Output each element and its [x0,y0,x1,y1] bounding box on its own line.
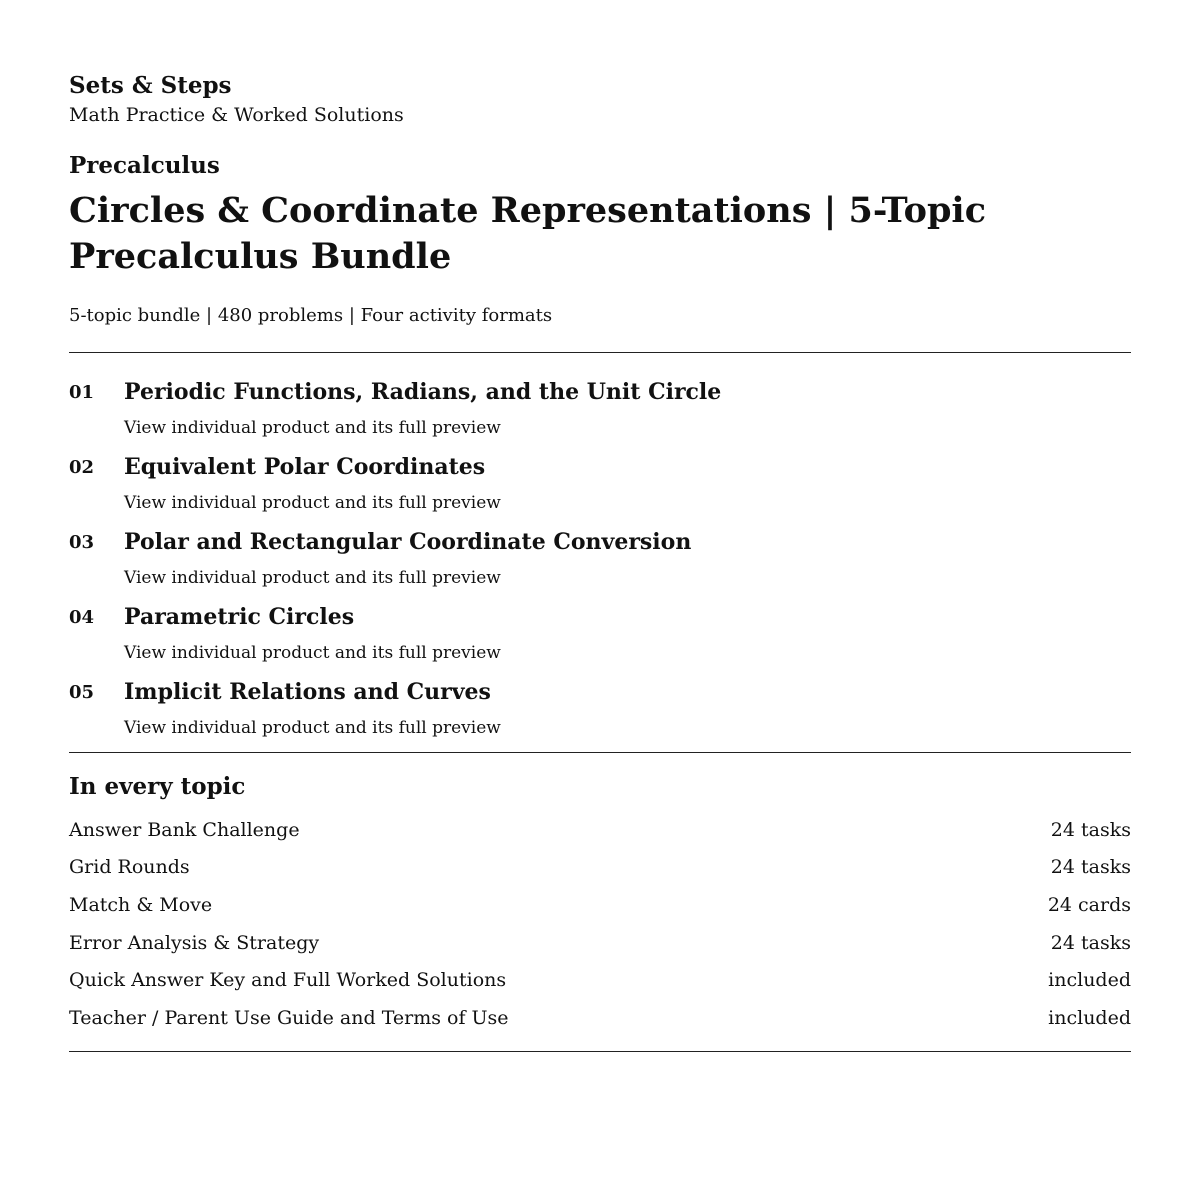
brand-tagline: Math Practice & Worked Solutions [69,104,404,126]
included-item-value: 24 tasks [1050,931,1131,954]
page-title: Circles & Coordinate Representations | 5-Topic Precalculus Bundle [69,190,987,277]
section-heading: In every topic [69,773,246,800]
bundle-meta: 5-topic bundle | 480 problems | Four activity formats [69,305,553,326]
topic-body [124,677,1131,739]
included-item-value: 24 tasks [1050,818,1131,841]
topic-item-2 [69,452,1131,527]
included-item-label: Answer Bank Challenge [69,818,300,841]
topic-number: 02 [69,457,95,478]
included-item [69,924,1131,962]
topic-number: 05 [69,682,95,703]
topic-title: Implicit Relations and Curves [124,679,491,705]
topic-preview-link[interactable]: View individual product and its full preview [124,418,501,438]
topic-title: Parametric Circles [124,604,355,630]
brand-name: Sets & Steps [69,72,232,99]
included-item-label: Error Analysis & Strategy [69,931,320,954]
topic-number: 03 [69,532,95,553]
topic-number: 04 [69,607,95,628]
topic-body [124,377,1131,439]
topic-preview-link[interactable]: View individual product and its full preview [124,718,501,738]
topic-preview-link[interactable]: View individual product and its full preview [124,493,501,513]
included-item [69,886,1131,924]
included-item-label: Grid Rounds [69,856,190,879]
topic-item-4 [69,602,1131,677]
included-section [69,773,1131,1037]
included-item [69,849,1131,887]
topic-item-3 [69,527,1131,602]
brand-header [69,72,1131,128]
included-item-value: 24 cards [1047,893,1131,916]
topic-item-1 [69,377,1131,452]
subject-label: Precalculus [69,152,220,179]
included-item-value: included [1048,1006,1131,1029]
divider [69,1051,1131,1052]
topic-list [69,377,1131,752]
included-item-label: Match & Move [69,893,213,916]
topic-body [124,452,1131,514]
included-item [69,811,1131,849]
topic-number: 01 [69,382,95,403]
topic-body [124,527,1131,589]
topic-preview-link[interactable]: View individual product and its full preview [124,568,501,588]
topic-title: Equivalent Polar Coordinates [124,454,486,480]
included-item [69,961,1131,999]
included-item-label: Quick Answer Key and Full Worked Solutions [69,969,507,992]
topic-preview-link[interactable]: View individual product and its full preview [124,643,501,663]
included-item-value: 24 tasks [1050,856,1131,879]
included-item-label: Teacher / Parent Use Guide and Terms of Use [69,1006,509,1029]
divider [69,352,1131,353]
topic-title: Polar and Rectangular Coordinate Conversion [124,529,692,555]
topic-body [124,602,1131,664]
included-item [69,999,1131,1037]
topic-title: Periodic Functions, Radians, and the Unit Circle [124,379,722,405]
included-item-value: included [1048,969,1131,992]
topic-item-5 [69,677,1131,752]
included-list [69,811,1131,1037]
divider [69,752,1131,753]
